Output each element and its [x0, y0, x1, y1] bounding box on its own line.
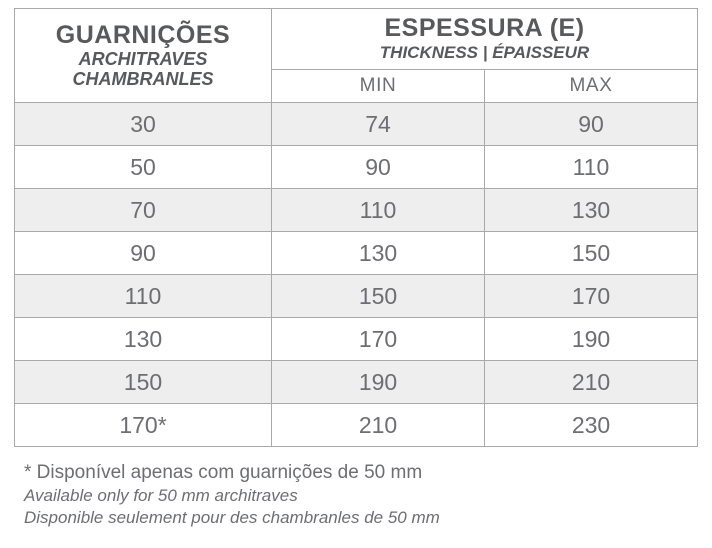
cell-max: 90 — [485, 103, 698, 146]
cell-architrave: 130 — [15, 318, 272, 361]
header-title-guarnicoes: GUARNIÇÕES — [55, 20, 231, 49]
cell-min: 150 — [272, 275, 485, 318]
cell-min: 210 — [272, 404, 485, 447]
table-row — [15, 189, 698, 232]
table-header-row-main — [15, 9, 698, 70]
cell-architrave: 90 — [15, 232, 272, 275]
header-cell-architraves — [15, 9, 272, 103]
header-title-espessura: ESPESSURA (E) — [384, 14, 585, 43]
table-row — [15, 103, 698, 146]
cell-max: 170 — [485, 275, 698, 318]
cell-min: 74 — [272, 103, 485, 146]
header-cell-min: MIN — [272, 70, 485, 103]
table-row — [15, 361, 698, 404]
cell-min: 90 — [272, 146, 485, 189]
footnote-pt: * Disponível apenas com guarnições de 50 mm — [24, 462, 423, 483]
header-subtitle-thickness: THICKNESS | ÉPAISSEUR — [379, 42, 590, 62]
table-row — [15, 232, 698, 275]
cell-min: 130 — [272, 232, 485, 275]
cell-architrave: 70 — [15, 189, 272, 232]
footnote-block — [14, 461, 698, 529]
cell-architrave: 150 — [15, 361, 272, 404]
table-row — [15, 318, 698, 361]
table-row — [15, 404, 698, 447]
cell-architrave: 30 — [15, 103, 272, 146]
cell-max: 130 — [485, 189, 698, 232]
header-subtitle-architraves: ARCHITRAVES — [78, 48, 208, 69]
cell-min: 190 — [272, 361, 485, 404]
cell-max: 230 — [485, 404, 698, 447]
cell-max: 210 — [485, 361, 698, 404]
cell-architrave: 50 — [15, 146, 272, 189]
cell-architrave: 110 — [15, 275, 272, 318]
table-row — [15, 146, 698, 189]
header-cell-max: MAX — [485, 70, 698, 103]
cell-min: 110 — [272, 189, 485, 232]
header-subtitle-chambranles: CHAMBRANLES — [72, 69, 214, 89]
cell-max: 190 — [485, 318, 698, 361]
table-row — [15, 275, 698, 318]
header-cell-thickness-group — [272, 9, 698, 70]
thickness-spec-table — [14, 8, 698, 447]
cell-min: 170 — [272, 318, 485, 361]
cell-architrave: 170* — [15, 404, 272, 447]
footnote-en: Available only for 50 mm architraves — [24, 485, 298, 505]
footnote-fr: Disponible seulement pour des chambranles de 50 mm — [24, 507, 440, 527]
cell-max: 110 — [485, 146, 698, 189]
cell-max: 150 — [485, 232, 698, 275]
